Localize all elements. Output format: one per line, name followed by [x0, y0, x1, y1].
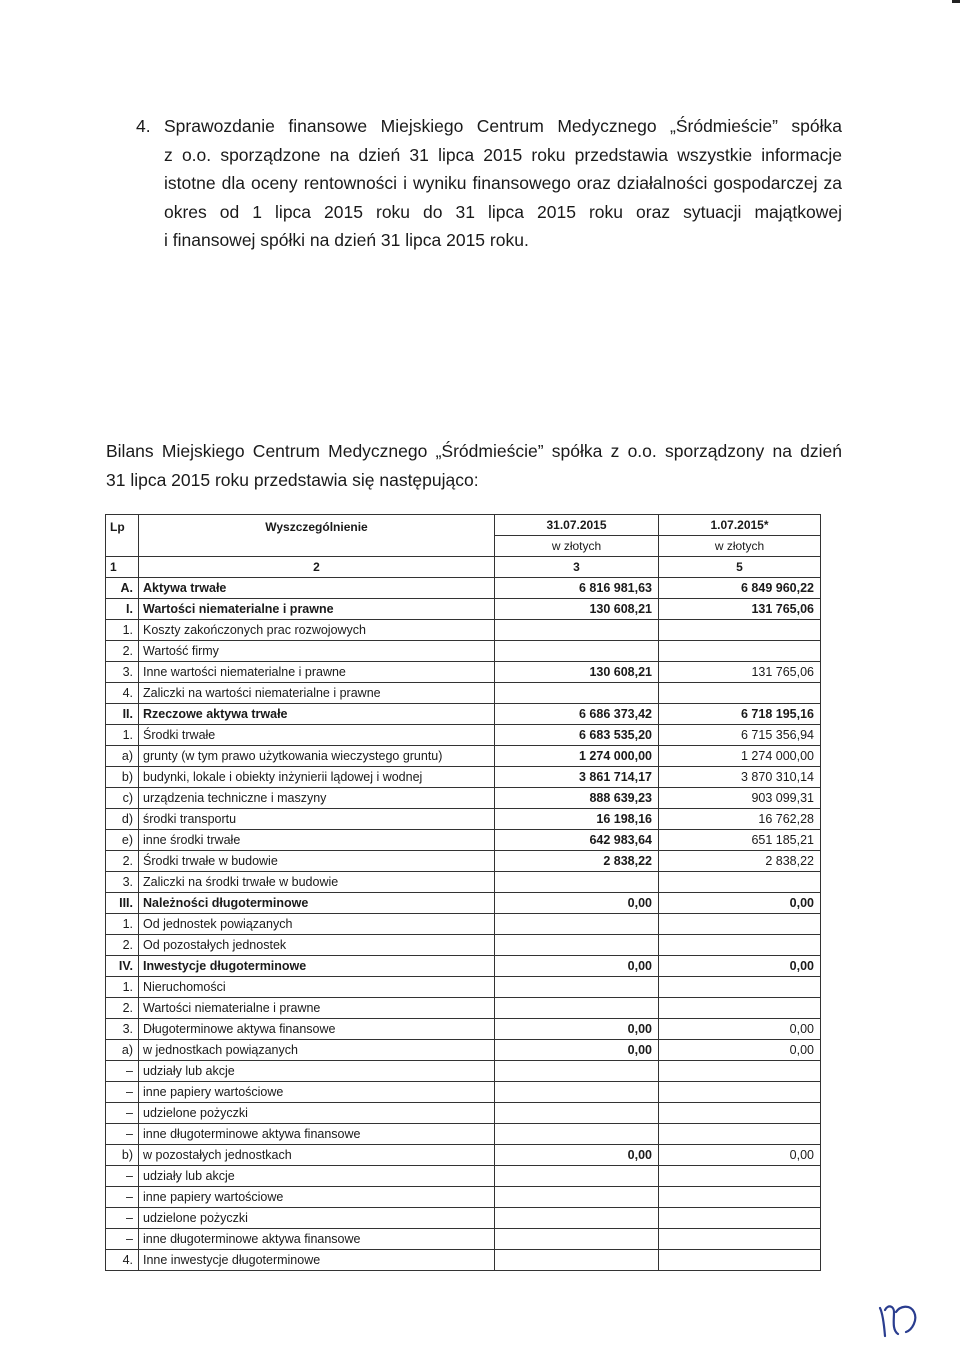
row-lp: III.: [106, 893, 139, 914]
row-lp: –: [106, 1082, 139, 1103]
row-lp: –: [106, 1229, 139, 1250]
signature-initials: [876, 1290, 924, 1350]
numbering-col-1: 3: [495, 557, 659, 578]
row-description: Wartości niematerialne i prawne: [139, 599, 495, 620]
table-row: [106, 662, 821, 683]
header-date-2: 1.07.2015*: [659, 515, 821, 536]
header-unit-2: w złotych: [659, 536, 821, 557]
row-value-01-07-2015: [659, 1061, 821, 1082]
row-value-31-07-2015: 0,00: [495, 893, 659, 914]
row-value-31-07-2015: [495, 1166, 659, 1187]
table-header-row: [106, 515, 821, 536]
table-row: [106, 872, 821, 893]
row-lp: 1.: [106, 725, 139, 746]
row-value-31-07-2015: 3 861 714,17: [495, 767, 659, 788]
row-description: Należności długoterminowe: [139, 893, 495, 914]
row-lp: –: [106, 1103, 139, 1124]
paragraph-number: 4.: [136, 116, 151, 136]
row-lp: 2.: [106, 641, 139, 662]
row-value-01-07-2015: [659, 641, 821, 662]
row-lp: –: [106, 1124, 139, 1145]
row-value-31-07-2015: [495, 1187, 659, 1208]
row-value-01-07-2015: [659, 935, 821, 956]
row-description: grunty (w tym prawo użytkowania wieczystego gruntu): [139, 746, 495, 767]
row-value-01-07-2015: 131 765,06: [659, 599, 821, 620]
table-row: [106, 725, 821, 746]
table-row: [106, 746, 821, 767]
row-value-01-07-2015: 6 849 960,22: [659, 578, 821, 599]
table-row: [106, 1166, 821, 1187]
row-lp: 2.: [106, 851, 139, 872]
table-row: [106, 893, 821, 914]
row-value-01-07-2015: 0,00: [659, 1040, 821, 1061]
row-lp: 1.: [106, 977, 139, 998]
balance-intro-line: 31 lipca 2015 roku przedstawia się następująco:: [106, 469, 479, 490]
row-description: Wartość firmy: [139, 641, 495, 662]
row-description: Inne inwestycje długoterminowe: [139, 1250, 495, 1271]
row-description: Koszty zakończonych prac rozwojowych: [139, 620, 495, 641]
row-description: Inne wartości niematerialne i prawne: [139, 662, 495, 683]
row-value-01-07-2015: 131 765,06: [659, 662, 821, 683]
row-description: w pozostałych jednostkach: [139, 1145, 495, 1166]
row-lp: II.: [106, 704, 139, 725]
row-value-31-07-2015: 0,00: [495, 1145, 659, 1166]
row-value-31-07-2015: [495, 1124, 659, 1145]
balance-table: [105, 514, 821, 1271]
row-lp: IV.: [106, 956, 139, 977]
table-row: [106, 1250, 821, 1271]
numbering-col-2: 5: [659, 557, 821, 578]
paragraph-text: [136, 112, 842, 255]
row-value-31-07-2015: [495, 935, 659, 956]
row-value-31-07-2015: [495, 683, 659, 704]
row-value-01-07-2015: 6 718 195,16: [659, 704, 821, 725]
row-value-31-07-2015: 0,00: [495, 1040, 659, 1061]
row-description: udziały lub akcje: [139, 1166, 495, 1187]
row-value-31-07-2015: [495, 641, 659, 662]
numbering-lp: 1: [106, 557, 139, 578]
row-value-31-07-2015: [495, 1208, 659, 1229]
row-value-01-07-2015: [659, 1187, 821, 1208]
row-value-31-07-2015: 6 683 535,20: [495, 725, 659, 746]
paragraph-line: i finansowej spółki na dzień 31 lipca 2015 roku.: [164, 230, 529, 250]
row-description: Środki trwałe w budowie: [139, 851, 495, 872]
row-value-01-07-2015: [659, 1082, 821, 1103]
row-value-31-07-2015: [495, 914, 659, 935]
row-description: Zaliczki na wartości niematerialne i prawne: [139, 683, 495, 704]
table-row: [106, 1061, 821, 1082]
row-description: inne długoterminowe aktywa finansowe: [139, 1229, 495, 1250]
row-description: Inwestycje długoterminowe: [139, 956, 495, 977]
row-value-31-07-2015: 0,00: [495, 1019, 659, 1040]
row-value-31-07-2015: 6 686 373,42: [495, 704, 659, 725]
row-value-01-07-2015: 2 838,22: [659, 851, 821, 872]
row-value-01-07-2015: [659, 1229, 821, 1250]
row-value-01-07-2015: 3 870 310,14: [659, 767, 821, 788]
row-value-31-07-2015: 130 608,21: [495, 599, 659, 620]
row-lp: –: [106, 1187, 139, 1208]
row-value-01-07-2015: 0,00: [659, 1019, 821, 1040]
row-lp: –: [106, 1166, 139, 1187]
row-value-01-07-2015: 6 715 356,94: [659, 725, 821, 746]
row-description: Wartości niematerialne i prawne: [139, 998, 495, 1019]
row-value-31-07-2015: 6 816 981,63: [495, 578, 659, 599]
row-lp: A.: [106, 578, 139, 599]
balance-intro-line: Bilans Miejskiego Centrum Medycznego „Śródmieście” spółka z o.o. sporządzony na dzień: [106, 441, 842, 461]
row-lp: 3.: [106, 872, 139, 893]
row-description: Od pozostałych jednostek: [139, 935, 495, 956]
table-row: [106, 683, 821, 704]
report-paragraph: [136, 112, 842, 255]
table-row: [106, 1040, 821, 1061]
table-row: [106, 641, 821, 662]
table-row: [106, 1124, 821, 1145]
table-row: [106, 935, 821, 956]
row-description: udzielone pożyczki: [139, 1103, 495, 1124]
row-value-01-07-2015: 1 274 000,00: [659, 746, 821, 767]
row-value-01-07-2015: 0,00: [659, 893, 821, 914]
row-lp: –: [106, 1061, 139, 1082]
table-row: [106, 767, 821, 788]
paragraph-line: istotne dla oceny rentowności i wyniku finansowego oraz działalności gospodarczej za: [164, 173, 842, 193]
row-description: inne papiery wartościowe: [139, 1187, 495, 1208]
row-description: udziały lub akcje: [139, 1061, 495, 1082]
header-description: Wyszczególnienie: [139, 515, 495, 557]
row-lp: a): [106, 746, 139, 767]
row-lp: b): [106, 1145, 139, 1166]
row-value-01-07-2015: [659, 1124, 821, 1145]
table-row: [106, 1019, 821, 1040]
row-value-31-07-2015: [495, 977, 659, 998]
table-row: [106, 830, 821, 851]
row-value-31-07-2015: 888 639,23: [495, 788, 659, 809]
table-row: [106, 620, 821, 641]
table-numbering-row: [106, 557, 821, 578]
row-description: w jednostkach powiązanych: [139, 1040, 495, 1061]
row-value-01-07-2015: [659, 998, 821, 1019]
row-lp: 2.: [106, 998, 139, 1019]
header-date-1: 31.07.2015: [495, 515, 659, 536]
header-unit-1: w złotych: [495, 536, 659, 557]
row-value-31-07-2015: 0,00: [495, 956, 659, 977]
row-value-31-07-2015: [495, 872, 659, 893]
row-value-01-07-2015: [659, 1103, 821, 1124]
numbering-description: 2: [139, 557, 495, 578]
table-row: [106, 809, 821, 830]
row-lp: d): [106, 809, 139, 830]
row-lp: –: [106, 1208, 139, 1229]
row-value-01-07-2015: 0,00: [659, 956, 821, 977]
row-description: Środki trwałe: [139, 725, 495, 746]
row-description: budynki, lokale i obiekty inżynierii lądowej i wodnej: [139, 767, 495, 788]
row-value-01-07-2015: [659, 872, 821, 893]
header-lp: Lp: [106, 515, 139, 557]
row-description: urządzenia techniczne i maszyny: [139, 788, 495, 809]
row-value-31-07-2015: 130 608,21: [495, 662, 659, 683]
table-row: [106, 578, 821, 599]
balance-intro: [106, 437, 842, 494]
row-value-01-07-2015: [659, 1250, 821, 1271]
table-row: [106, 1208, 821, 1229]
row-value-31-07-2015: [495, 1082, 659, 1103]
table-row: [106, 1103, 821, 1124]
table-row: [106, 956, 821, 977]
row-value-01-07-2015: [659, 683, 821, 704]
row-value-31-07-2015: 1 274 000,00: [495, 746, 659, 767]
row-lp: 3.: [106, 662, 139, 683]
row-lp: 3.: [106, 1019, 139, 1040]
row-value-31-07-2015: [495, 998, 659, 1019]
row-value-31-07-2015: [495, 1250, 659, 1271]
row-value-31-07-2015: [495, 1103, 659, 1124]
row-description: inne długoterminowe aktywa finansowe: [139, 1124, 495, 1145]
row-description: inne papiery wartościowe: [139, 1082, 495, 1103]
row-lp: I.: [106, 599, 139, 620]
table-row: [106, 788, 821, 809]
table-row: [106, 1145, 821, 1166]
row-description: Rzeczowe aktywa trwałe: [139, 704, 495, 725]
row-value-31-07-2015: [495, 620, 659, 641]
table-row: [106, 977, 821, 998]
row-description: środki transportu: [139, 809, 495, 830]
scan-mark: [952, 0, 960, 3]
row-description: Długoterminowe aktywa finansowe: [139, 1019, 495, 1040]
row-value-01-07-2015: [659, 914, 821, 935]
row-lp: b): [106, 767, 139, 788]
row-lp: e): [106, 830, 139, 851]
row-value-01-07-2015: 903 099,31: [659, 788, 821, 809]
row-value-31-07-2015: 642 983,64: [495, 830, 659, 851]
row-value-01-07-2015: 16 762,28: [659, 809, 821, 830]
table-row: [106, 851, 821, 872]
row-description: Od jednostek powiązanych: [139, 914, 495, 935]
table-row: [106, 704, 821, 725]
row-lp: 4.: [106, 683, 139, 704]
table-row: [106, 1187, 821, 1208]
row-value-01-07-2015: [659, 1208, 821, 1229]
table-row: [106, 1082, 821, 1103]
row-lp: c): [106, 788, 139, 809]
table-row: [106, 998, 821, 1019]
table-row: [106, 1229, 821, 1250]
paragraph-line: Sprawozdanie finansowe Miejskiego Centrum Medycznego „Śródmieście” spółka: [164, 116, 842, 136]
table-row: [106, 914, 821, 935]
row-description: Nieruchomości: [139, 977, 495, 998]
row-description: udzielone pożyczki: [139, 1208, 495, 1229]
row-description: inne środki trwałe: [139, 830, 495, 851]
row-lp: 1.: [106, 914, 139, 935]
row-value-31-07-2015: 2 838,22: [495, 851, 659, 872]
table-row: [106, 599, 821, 620]
row-lp: a): [106, 1040, 139, 1061]
row-lp: 4.: [106, 1250, 139, 1271]
row-value-01-07-2015: [659, 620, 821, 641]
row-value-01-07-2015: 651 185,21: [659, 830, 821, 851]
row-description: Zaliczki na środki trwałe w budowie: [139, 872, 495, 893]
row-value-01-07-2015: [659, 977, 821, 998]
row-value-01-07-2015: [659, 1166, 821, 1187]
row-value-31-07-2015: 16 198,16: [495, 809, 659, 830]
paragraph-line: z o.o. sporządzone na dzień 31 lipca 2015 roku przedstawia wszystkie informacje: [164, 144, 842, 165]
row-value-31-07-2015: [495, 1229, 659, 1250]
row-value-31-07-2015: [495, 1061, 659, 1082]
row-lp: 2.: [106, 935, 139, 956]
row-lp: 1.: [106, 620, 139, 641]
row-description: Aktywa trwałe: [139, 578, 495, 599]
row-value-01-07-2015: 0,00: [659, 1145, 821, 1166]
paragraph-line: okres od 1 lipca 2015 roku do 31 lipca 2015 roku oraz sytuacji majątkowej: [164, 201, 842, 222]
